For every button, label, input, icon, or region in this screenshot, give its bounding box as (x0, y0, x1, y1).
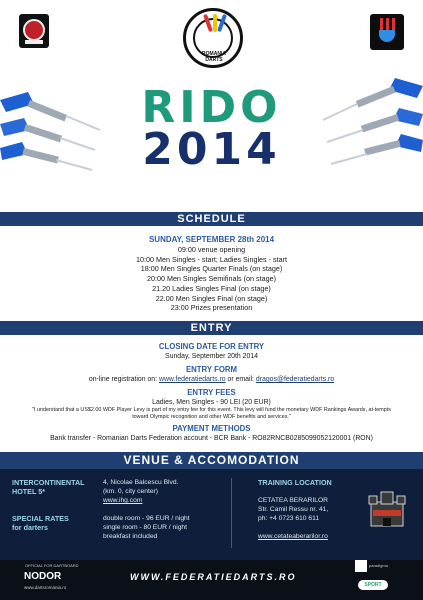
entry-band: ENTRY (0, 321, 423, 335)
event-title: RIDO (141, 82, 282, 133)
payment-methods-heading: PAYMENT METHODS (172, 424, 251, 433)
sponsor-logo: NODOR (24, 571, 62, 582)
entry-form-heading: ENTRY FORM (185, 365, 238, 374)
footer-website-link[interactable]: WWW.FEDERATIEDARTS.RO (130, 572, 297, 582)
club-logo-left (19, 14, 49, 48)
schedule-item: 22.00 Men Singles Final (on stage) (155, 293, 268, 303)
schedule-item: 20:00 Men Singles Semifinals (on stage) (146, 274, 277, 284)
entry-form-mid: or email: (225, 376, 256, 383)
closing-date-text: Sunday, September 20th 2014 (165, 353, 258, 360)
schedule-item: 21.20 Ladies Singles Final (on stage) (152, 283, 271, 293)
rate-single: single room - 80 EUR / night (103, 524, 188, 531)
hotel-address-1: 4, Nicolae Balcescu Blvd. (103, 479, 179, 486)
sponsor-tagline: OFFICIAL FOR DARTBOARD (25, 563, 79, 568)
rates-heading-block (12, 514, 102, 532)
closing-date-heading: CLOSING DATE FOR ENTRY (158, 342, 265, 351)
hotel-address-block (103, 478, 228, 505)
partner-name-1: paradigma (369, 563, 388, 568)
federation-logo-text: ROMANIA DARTS (202, 51, 226, 63)
dart-icon (0, 142, 92, 170)
schedule-list (0, 245, 423, 313)
poster-header (0, 0, 423, 200)
training-address: Str. Camil Ressu nr. 41, (258, 506, 329, 513)
wdf-levy-note: "I understand that a US$2.00 WDF Player Levy is part of my entry fee for this event. This levy will fund the monetary WDF Rankings Awards, at-tempts toward Olympic recognition and other WDF benefits and services." (32, 407, 391, 420)
entry-section (0, 337, 423, 443)
training-website-link[interactable]: www.cetateaberarilor.ro (258, 533, 328, 540)
partner-logo-1 (355, 560, 367, 572)
schedule-section (0, 226, 423, 313)
schedule-item: 18:00 Men Singles Quarter Finals (on stage) (140, 264, 283, 274)
payment-methods-text: Bank transfer - Romanian Darts Federation account - BCR Bank - RO82RNCB0285099052120001 (RON) (50, 435, 373, 442)
hotel-address-2: (km. 0, city center) (103, 488, 158, 495)
rates-heading-1: SPECIAL RATES (12, 514, 69, 523)
training-venue-name: CETATEA BERARILOR (258, 497, 328, 504)
hotel-website-link[interactable]: www.ihg.com (103, 497, 143, 504)
hotel-heading-1: INTERCONTINENTAL (12, 478, 85, 487)
training-heading: TRAINING LOCATION (258, 478, 332, 487)
entry-fees-heading: ENTRY FEES (187, 388, 236, 397)
entry-form-text (0, 375, 423, 384)
training-phone: ph: +4 0723 610 611 (258, 515, 320, 522)
event-year: 2014 (142, 124, 281, 175)
sponsor-url[interactable]: www.dartsromania.ro (24, 585, 67, 590)
partner-logo-2: SPORT (358, 580, 388, 590)
schedule-item: 10:00 Men Singles - start; Ladies Singles - start (135, 254, 287, 264)
club-logo-right (370, 14, 404, 50)
schedule-item: 23:00 Prizes presentation (170, 303, 253, 313)
federation-logo (183, 8, 243, 68)
schedule-date: SUNDAY, SEPTEMBER 28th 2014 (148, 235, 275, 244)
schedule-band: SCHEDULE (0, 212, 423, 226)
entry-fees-text: Ladies, Men Singles - 90 LEI (20 EUR) (152, 399, 271, 406)
venue-band: VENUE & ACCOMODATION (0, 452, 423, 469)
dart-icon (331, 134, 423, 164)
training-block (258, 478, 368, 541)
hotel-heading-block (12, 478, 102, 496)
rate-double: double room - 96 EUR / night (103, 515, 190, 522)
cetatea-berarilor-logo (365, 490, 409, 528)
schedule-item: 09:00 venue opening (177, 245, 246, 254)
rate-breakfast: breakfast included (103, 533, 158, 540)
entry-form-prefix: on-line registration on: (88, 376, 159, 383)
federation-website-link[interactable]: www.federatiedarts.ro (158, 376, 226, 383)
hotel-heading-2: HOTEL 5* (12, 487, 46, 496)
rates-block (103, 514, 228, 541)
rates-heading-2: for darters (12, 523, 48, 532)
registration-email-link[interactable]: dragos@federatiedarts.ro (255, 376, 335, 383)
venue-divider (231, 478, 232, 548)
